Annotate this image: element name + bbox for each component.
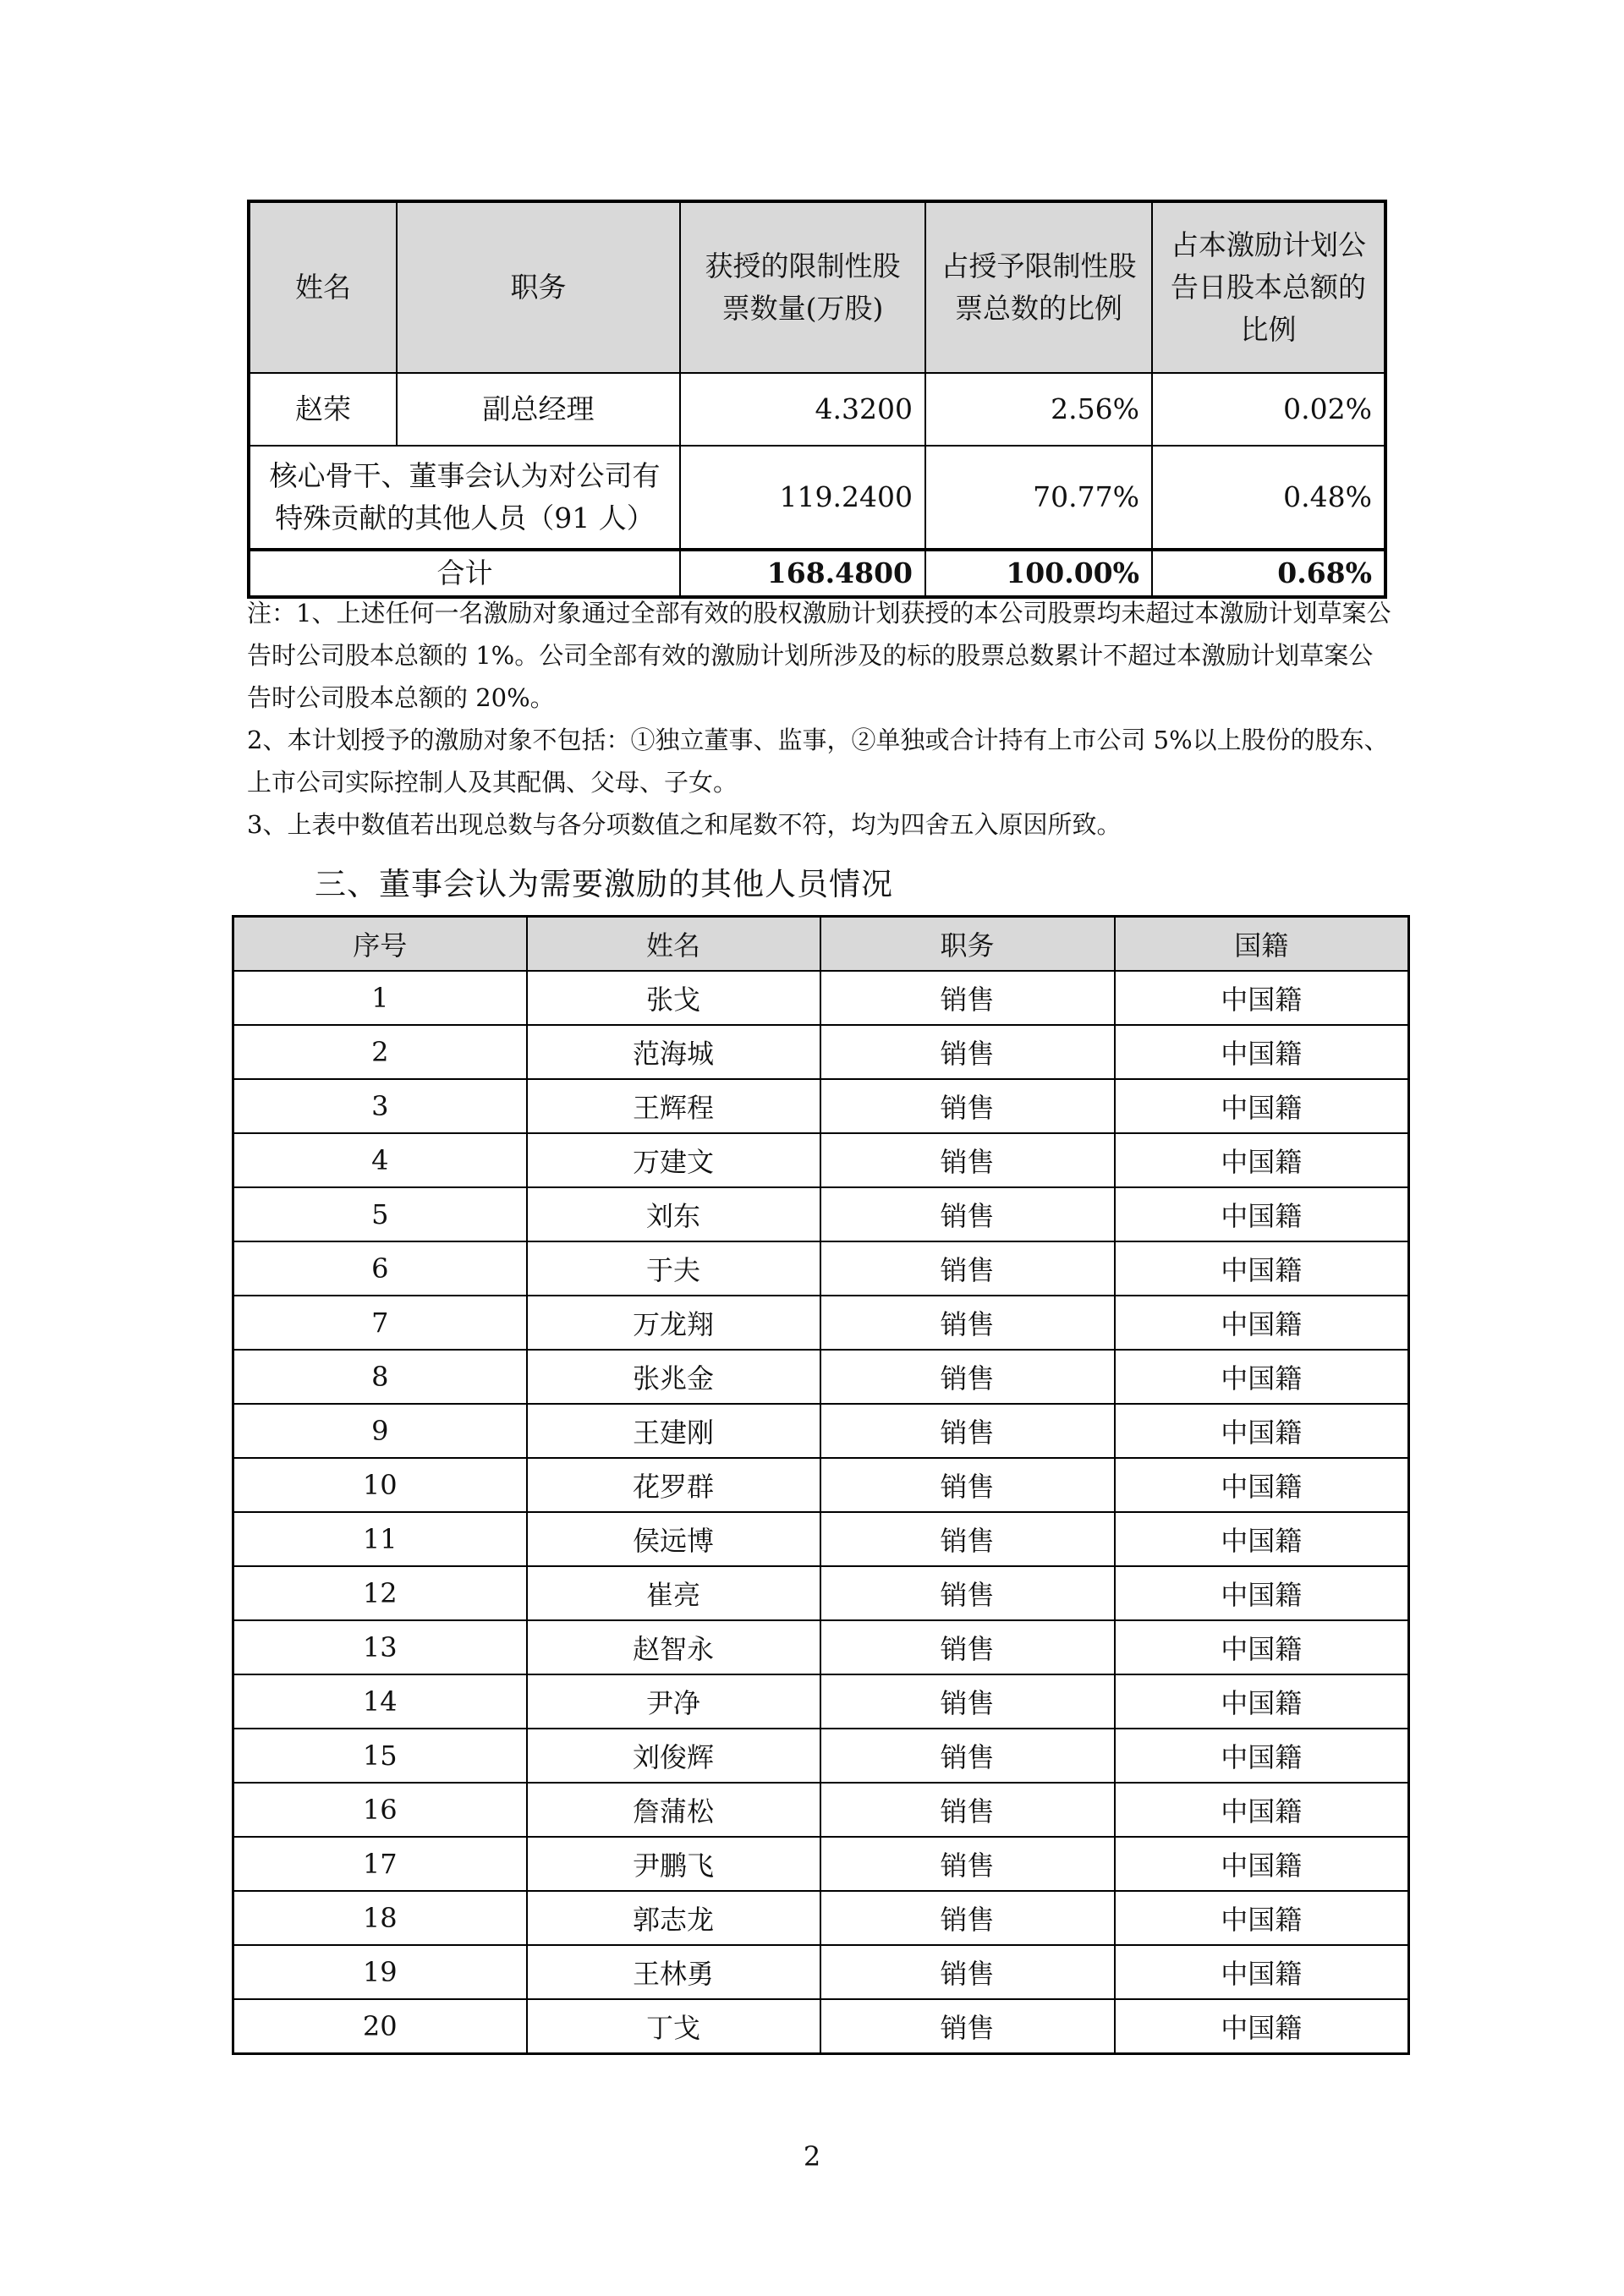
cell-position: 销售 xyxy=(820,1566,1115,1620)
table-row xyxy=(233,1566,1409,1620)
header-position: 职务 xyxy=(397,201,680,373)
cell-total-label: 合计 xyxy=(249,550,680,597)
cell-name: 王建刚 xyxy=(527,1404,820,1458)
header-shares: 获授的限制性股票数量(万股) xyxy=(680,201,925,373)
cell-position: 销售 xyxy=(820,1512,1115,1566)
cell-position: 销售 xyxy=(820,1350,1115,1404)
header-name: 姓名 xyxy=(527,917,820,972)
table-row xyxy=(233,1458,1409,1512)
cell-name: 郭志龙 xyxy=(527,1891,820,1945)
cell-name: 赵智永 xyxy=(527,1620,820,1674)
cell-name: 崔亮 xyxy=(527,1566,820,1620)
cell-name: 万龙翔 xyxy=(527,1296,820,1350)
cell-pct-total: 0.02% xyxy=(1152,373,1385,446)
cell-name: 刘俊辉 xyxy=(527,1729,820,1783)
cell-nationality: 中国籍 xyxy=(1115,1458,1409,1512)
cell-index: 17 xyxy=(233,1837,527,1891)
cell-nationality: 中国籍 xyxy=(1115,971,1409,1025)
cell-nationality: 中国籍 xyxy=(1115,1079,1409,1133)
table-row-total xyxy=(249,550,1385,597)
other-personnel-table xyxy=(232,915,1410,2055)
cell-shares: 4.3200 xyxy=(680,373,925,446)
cell-name: 丁戈 xyxy=(527,1999,820,2054)
cell-position: 销售 xyxy=(820,1891,1115,1945)
cell-nationality: 中国籍 xyxy=(1115,1512,1409,1566)
cell-position: 销售 xyxy=(820,1187,1115,1241)
page-number: 2 xyxy=(803,2140,821,2173)
table-row xyxy=(233,1025,1409,1079)
table-row xyxy=(233,1674,1409,1729)
cell-index: 2 xyxy=(233,1025,527,1079)
table-row xyxy=(233,1945,1409,1999)
cell-index: 8 xyxy=(233,1350,527,1404)
cell-name: 王林勇 xyxy=(527,1945,820,1999)
table-row xyxy=(233,1296,1409,1350)
cell-index: 11 xyxy=(233,1512,527,1566)
cell-position: 销售 xyxy=(820,1945,1115,1999)
cell-nationality: 中国籍 xyxy=(1115,1566,1409,1620)
table-row xyxy=(233,1241,1409,1296)
cell-total-pct-total: 0.68% xyxy=(1152,550,1385,597)
cell-name: 张戈 xyxy=(527,971,820,1025)
cell-name: 尹鹏飞 xyxy=(527,1837,820,1891)
cell-index: 7 xyxy=(233,1296,527,1350)
cell-index: 1 xyxy=(233,971,527,1025)
cell-name: 詹蒲松 xyxy=(527,1783,820,1837)
cell-pct-granted: 70.77% xyxy=(925,446,1152,550)
header-pct-granted: 占授予限制性股票总数的比例 xyxy=(925,201,1152,373)
cell-index: 5 xyxy=(233,1187,527,1241)
section-title: 三、董事会认为需要激励的其他人员情况 xyxy=(315,866,893,902)
cell-nationality: 中国籍 xyxy=(1115,1025,1409,1079)
cell-index: 20 xyxy=(233,1999,527,2054)
cell-name: 万建文 xyxy=(527,1133,820,1187)
cell-name: 于夫 xyxy=(527,1241,820,1296)
cell-position: 销售 xyxy=(820,1729,1115,1783)
table-row xyxy=(233,1350,1409,1404)
cell-position: 销售 xyxy=(820,1025,1115,1079)
cell-name: 王辉程 xyxy=(527,1079,820,1133)
header-index: 序号 xyxy=(233,917,527,972)
cell-nationality: 中国籍 xyxy=(1115,1729,1409,1783)
header-pct-total: 占本激励计划公告日股本总额的比例 xyxy=(1152,201,1385,373)
cell-index: 12 xyxy=(233,1566,527,1620)
cell-nationality: 中国籍 xyxy=(1115,1187,1409,1241)
table-row xyxy=(249,373,1385,446)
note-3: 3、上表中数值若出现总数与各分项数值之和尾数不符，均为四舍五入原因所致。 xyxy=(247,810,1122,839)
cell-nationality: 中国籍 xyxy=(1115,1350,1409,1404)
cell-position: 副总经理 xyxy=(397,373,680,446)
cell-position: 销售 xyxy=(820,1620,1115,1674)
cell-nationality: 中国籍 xyxy=(1115,1620,1409,1674)
cell-index: 10 xyxy=(233,1458,527,1512)
cell-nationality: 中国籍 xyxy=(1115,1783,1409,1837)
header-name: 姓名 xyxy=(249,201,397,373)
cell-index: 15 xyxy=(233,1729,527,1783)
table-header-row xyxy=(233,917,1409,972)
table-notes xyxy=(247,592,1397,846)
cell-shares: 119.2400 xyxy=(680,446,925,550)
table-row-core-staff xyxy=(249,446,1385,550)
note-2: 2、本计划授予的激励对象不包括：①独立董事、监事，②单独或合计持有上市公司 5%以上股份的股东、上市公司实际控制人及其配偶、父母、子女。 xyxy=(247,726,1389,797)
cell-pct-granted: 2.56% xyxy=(925,373,1152,446)
cell-position: 销售 xyxy=(820,1458,1115,1512)
table-row xyxy=(233,1837,1409,1891)
cell-position: 销售 xyxy=(820,1674,1115,1729)
table-row xyxy=(233,1891,1409,1945)
cell-nationality: 中国籍 xyxy=(1115,1133,1409,1187)
cell-index: 13 xyxy=(233,1620,527,1674)
table-row xyxy=(233,1404,1409,1458)
cell-index: 6 xyxy=(233,1241,527,1296)
cell-nationality: 中国籍 xyxy=(1115,1999,1409,2054)
cell-total-shares: 168.4800 xyxy=(680,550,925,597)
cell-position: 销售 xyxy=(820,1133,1115,1187)
cell-index: 18 xyxy=(233,1891,527,1945)
cell-nationality: 中国籍 xyxy=(1115,1891,1409,1945)
table-row xyxy=(233,1783,1409,1837)
cell-index: 9 xyxy=(233,1404,527,1458)
cell-name: 侯远博 xyxy=(527,1512,820,1566)
cell-name: 尹净 xyxy=(527,1674,820,1729)
cell-nationality: 中国籍 xyxy=(1115,1945,1409,1999)
header-position: 职务 xyxy=(820,917,1115,972)
cell-index: 19 xyxy=(233,1945,527,1999)
table-row xyxy=(233,1999,1409,2054)
cell-nationality: 中国籍 xyxy=(1115,1296,1409,1350)
cell-nationality: 中国籍 xyxy=(1115,1404,1409,1458)
cell-name: 赵荣 xyxy=(249,373,397,446)
cell-position: 销售 xyxy=(820,1079,1115,1133)
table-row xyxy=(233,1620,1409,1674)
cell-name: 范海城 xyxy=(527,1025,820,1079)
note-1: 注：1、上述任何一名激励对象通过全部有效的股权激励计划获授的本公司股票均未超过本激励计划草案公告时公司股本总额的 1%。公司全部有效的激励计划所涉及的标的股票总数累计不超过本激励计划草案公告时公司股本总额的 20%。 xyxy=(247,599,1391,712)
table-header-row xyxy=(249,201,1385,373)
header-nationality: 国籍 xyxy=(1115,917,1409,972)
cell-index: 16 xyxy=(233,1783,527,1837)
cell-position: 销售 xyxy=(820,1999,1115,2054)
cell-position: 销售 xyxy=(820,1837,1115,1891)
cell-index: 4 xyxy=(233,1133,527,1187)
table-row xyxy=(233,1729,1409,1783)
table-row xyxy=(233,1133,1409,1187)
cell-position: 销售 xyxy=(820,1404,1115,1458)
cell-position: 销售 xyxy=(820,1783,1115,1837)
cell-core-label: 核心骨干、董事会认为对公司有特殊贡献的其他人员（91 人） xyxy=(249,446,680,550)
cell-nationality: 中国籍 xyxy=(1115,1674,1409,1729)
cell-name: 花罗群 xyxy=(527,1458,820,1512)
cell-name: 刘东 xyxy=(527,1187,820,1241)
table-row xyxy=(233,1079,1409,1133)
table-row xyxy=(233,1512,1409,1566)
cell-index: 3 xyxy=(233,1079,527,1133)
cell-total-pct-granted: 100.00% xyxy=(925,550,1152,597)
cell-name: 张兆金 xyxy=(527,1350,820,1404)
incentive-allocation-table xyxy=(247,200,1387,599)
cell-index: 14 xyxy=(233,1674,527,1729)
cell-position: 销售 xyxy=(820,1241,1115,1296)
table-row xyxy=(233,971,1409,1025)
cell-nationality: 中国籍 xyxy=(1115,1241,1409,1296)
table-row xyxy=(233,1187,1409,1241)
cell-nationality: 中国籍 xyxy=(1115,1837,1409,1891)
cell-pct-total: 0.48% xyxy=(1152,446,1385,550)
cell-position: 销售 xyxy=(820,1296,1115,1350)
cell-position: 销售 xyxy=(820,971,1115,1025)
